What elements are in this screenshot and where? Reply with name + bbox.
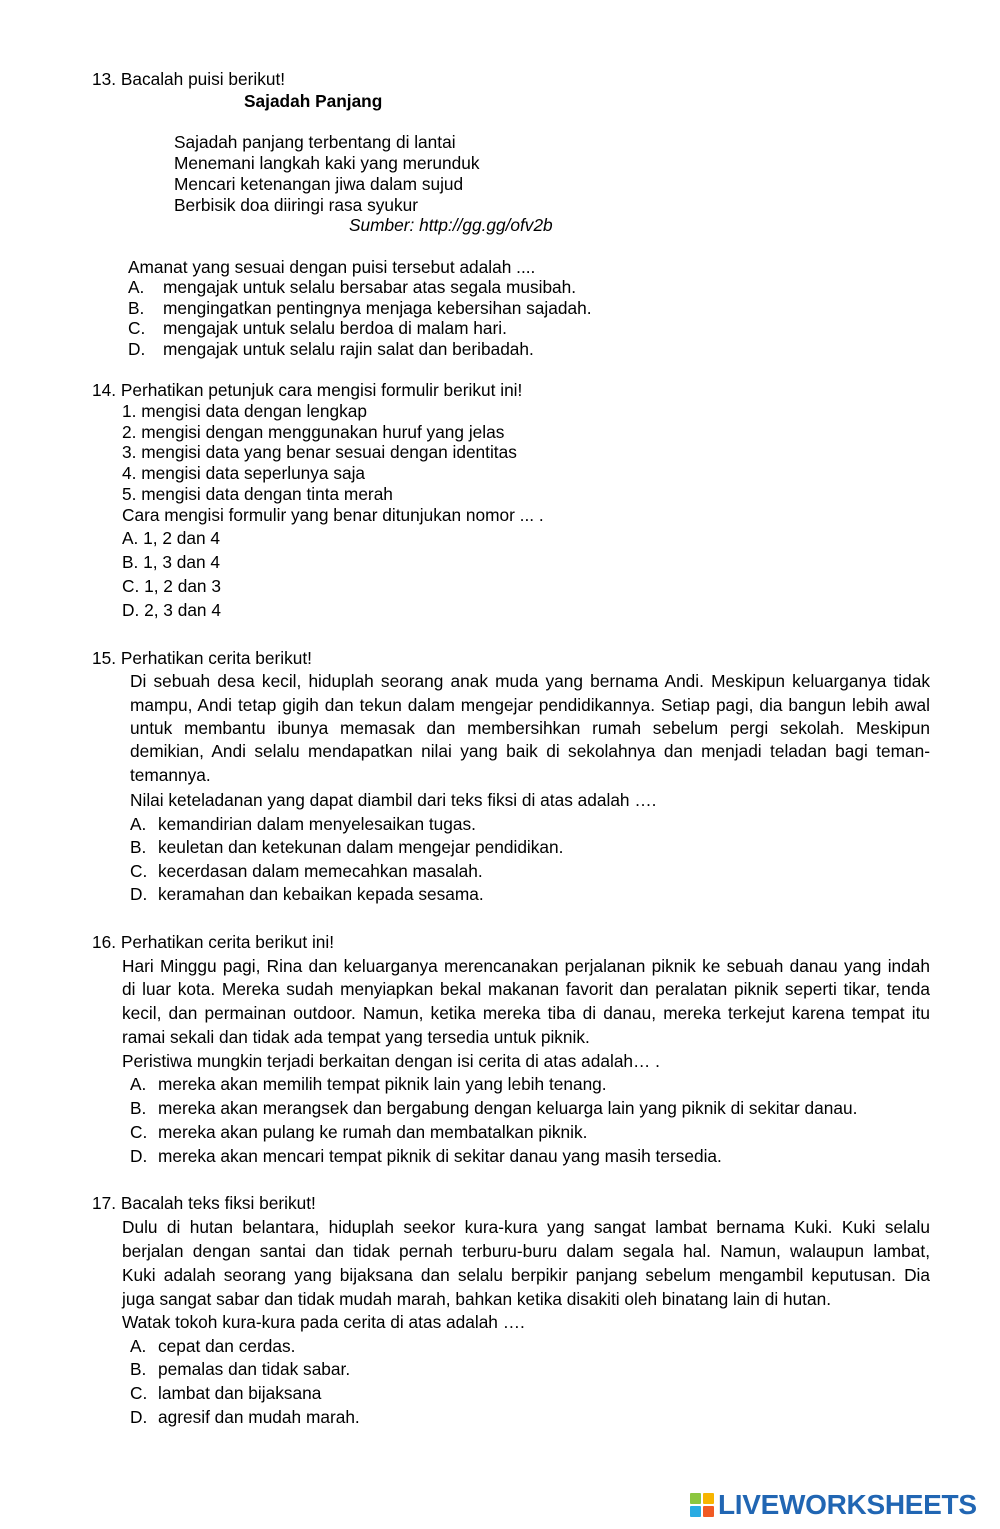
q14-title: 14. Perhatikan petunjuk cara mengisi formulir berikut ini!: [92, 380, 523, 400]
poem-line: Menemani langkah kaki yang merunduk: [174, 153, 480, 173]
q16-option-d: [130, 1146, 970, 1166]
q14-item: 1. mengisi data dengan lengkap: [122, 401, 368, 421]
q17-option-c: [130, 1383, 970, 1403]
q17-option-b: [130, 1359, 970, 1379]
q17-option-d: [130, 1407, 970, 1427]
q14-option-d: D. 2, 3 dan 4: [122, 600, 221, 620]
q14-option-b: B. 1, 3 dan 4: [122, 552, 221, 572]
story-line: untuk membantu ibunya memasak dan membersihkan rumah sebelum pergi sekolah. Meskipun: [130, 718, 930, 738]
option-letter: A.: [128, 277, 145, 297]
story-line: kecil, dan permainan outdoor. Namun, ketika mereka tiba di danau, mereka terkejut karena tempat itu: [122, 1003, 930, 1023]
q15-prompt: Nilai keteladanan yang dapat diambil dari teks fiksi di atas adalah ….: [130, 790, 657, 810]
q15-option-d: [130, 884, 970, 904]
option-letter: A.: [130, 1074, 147, 1094]
option-letter: D.: [130, 884, 148, 904]
q16-prompt: Peristiwa mungkin terjadi berkaitan dengan isi cerita di atas adalah… .: [122, 1051, 660, 1071]
option-text: keuletan dan ketekunan dalam mengejar pendidikan.: [158, 837, 564, 857]
option-letter: D.: [128, 339, 146, 359]
q14-item: 3. mengisi data yang benar sesuai dengan identitas: [122, 442, 517, 462]
option-text: mengingatkan pentingnya menjaga kebersihan sajadah.: [163, 298, 592, 318]
story-line: Kuki adalah seorang yang bijaksana dan selalu berpikir panjang sebelum mengambil keputusan. Dia: [122, 1265, 930, 1285]
q14-option-a: A. 1, 2 dan 4: [122, 528, 221, 548]
option-letter: C.: [130, 861, 148, 881]
story-line: ramai sekali dan tidak ada tempat yang tersedia untuk piknik.: [122, 1027, 590, 1047]
q15-option-c: [130, 861, 970, 881]
q13-title: 13. Bacalah puisi berikut!: [92, 69, 286, 89]
q14-item: 2. mengisi dengan menggunakan huruf yang jelas: [122, 422, 505, 442]
poem-title: Sajadah Panjang: [244, 91, 383, 111]
option-text: cepat dan cerdas.: [158, 1336, 296, 1356]
story-line: Dulu di hutan belantara, hiduplah seekor kura-kura yang sangat lambat bernama Kuki. Kuki selalu: [122, 1217, 930, 1237]
q13-option-a: [128, 277, 968, 297]
q16-option-b: [130, 1098, 970, 1118]
q16-option-a: [130, 1074, 970, 1094]
option-text: mengajak untuk selalu rajin salat dan beribadah.: [163, 339, 534, 359]
option-letter: D.: [130, 1407, 148, 1427]
option-letter: B.: [130, 1359, 147, 1379]
logo-tile: [703, 1493, 714, 1504]
option-letter: B.: [130, 1098, 147, 1118]
option-text: mengajak untuk selalu berdoa di malam hari.: [163, 318, 507, 338]
option-text: agresif dan mudah marah.: [158, 1407, 360, 1427]
story-line: Di sebuah desa kecil, hiduplah seorang anak muda yang bernama Andi. Meskipun keluarganya tidak: [130, 671, 930, 691]
q14-prompt: Cara mengisi formulir yang benar ditunjukan nomor ... .: [122, 505, 544, 525]
option-letter: C.: [130, 1122, 148, 1142]
q13-option-c: [128, 318, 968, 338]
poem-line: Sajadah panjang terbentang di lantai: [174, 132, 456, 152]
option-letter: D.: [130, 1146, 148, 1166]
option-text: keramahan dan kebaikan kepada sesama.: [158, 884, 484, 904]
poem-source: Sumber: http://gg.gg/ofv2b: [349, 215, 553, 235]
story-line: mampu, Andi tetap gigih dan tekun dalam mengejar pendidikannya. Setiap pagi, dia bangun lebih awal: [130, 695, 930, 715]
option-text: kecerdasan dalam memecahkan masalah.: [158, 861, 483, 881]
q14-option-c: C. 1, 2 dan 3: [122, 576, 221, 596]
story-line: Hari Minggu pagi, Rina dan keluarganya merencanakan perjalanan piknik ke sebuah danau yang indah: [122, 956, 930, 976]
q16-option-c: [130, 1122, 970, 1142]
option-letter: B.: [128, 298, 145, 318]
q14-item: 5. mengisi data dengan tinta merah: [122, 484, 393, 504]
story-line: berjalan dengan santai dan tidak pernah terburu-buru dalam segala hal. Namun, walaupun lambat,: [122, 1241, 930, 1261]
option-text: mereka akan merangsek dan bergabung dengan keluarga lain yang piknik di sekitar danau.: [158, 1098, 858, 1118]
q13-prompt: Amanat yang sesuai dengan puisi tersebut adalah ....: [128, 257, 536, 277]
option-text: mengajak untuk selalu bersabar atas segala musibah.: [163, 277, 577, 297]
option-letter: C.: [130, 1383, 148, 1403]
option-letter: C.: [128, 318, 146, 338]
story-line: juga sangat sabar dan tidak mudah marah, bahkan ketika disakiti oleh binatang lain di hutan.: [122, 1289, 832, 1309]
q13-option-d: [128, 339, 968, 359]
option-text: lambat dan bijaksana: [158, 1383, 322, 1403]
story-line: di luar kota. Mereka sudah menyiapkan bekal makanan favorit dan peralatan piknik seperti tikar, tenda: [122, 979, 930, 999]
option-letter: A.: [130, 1336, 147, 1356]
q15-option-b: [130, 837, 970, 857]
q17-prompt: Watak tokoh kura-kura pada cerita di atas adalah ….: [122, 1312, 525, 1332]
q17-title: 17. Bacalah teks fiksi berikut!: [92, 1193, 316, 1213]
poem-line: Mencari ketenangan jiwa dalam sujud: [174, 174, 464, 194]
option-text: mereka akan memilih tempat piknik lain yang lebih tenang.: [158, 1074, 607, 1094]
option-letter: B.: [130, 837, 147, 857]
option-letter: A.: [130, 814, 147, 834]
logo-tile: [690, 1506, 701, 1517]
liveworksheets-logo-icon[interactable]: [690, 1493, 714, 1517]
q14-item: 4. mengisi data seperlunya saja: [122, 463, 366, 483]
q16-title: 16. Perhatikan cerita berikut ini!: [92, 932, 335, 952]
story-line: demikian, Andi selalu mendapatkan nilai yang baik di sekolahnya dan menjadi teladan bagi teman-: [130, 741, 930, 761]
logo-tile: [703, 1506, 714, 1517]
option-text: mereka akan mencari tempat piknik di sekitar danau yang masih tersedia.: [158, 1146, 722, 1166]
logo-tile: [690, 1493, 701, 1504]
option-text: kemandirian dalam menyelesaikan tugas.: [158, 814, 476, 834]
option-text: pemalas dan tidak sabar.: [158, 1359, 351, 1379]
q17-option-a: [130, 1336, 970, 1356]
poem-line: Berbisik doa diiringi rasa syukur: [174, 195, 418, 215]
q15-option-a: [130, 814, 970, 834]
q13-option-b: [128, 298, 968, 318]
q15-title: 15. Perhatikan cerita berikut!: [92, 648, 312, 668]
story-line: temannya.: [130, 765, 211, 785]
option-text: mereka akan pulang ke rumah dan membatalkan piknik.: [158, 1122, 588, 1142]
liveworksheets-logo-text[interactable]: LIVEWORKSHEETS: [718, 1489, 977, 1520]
